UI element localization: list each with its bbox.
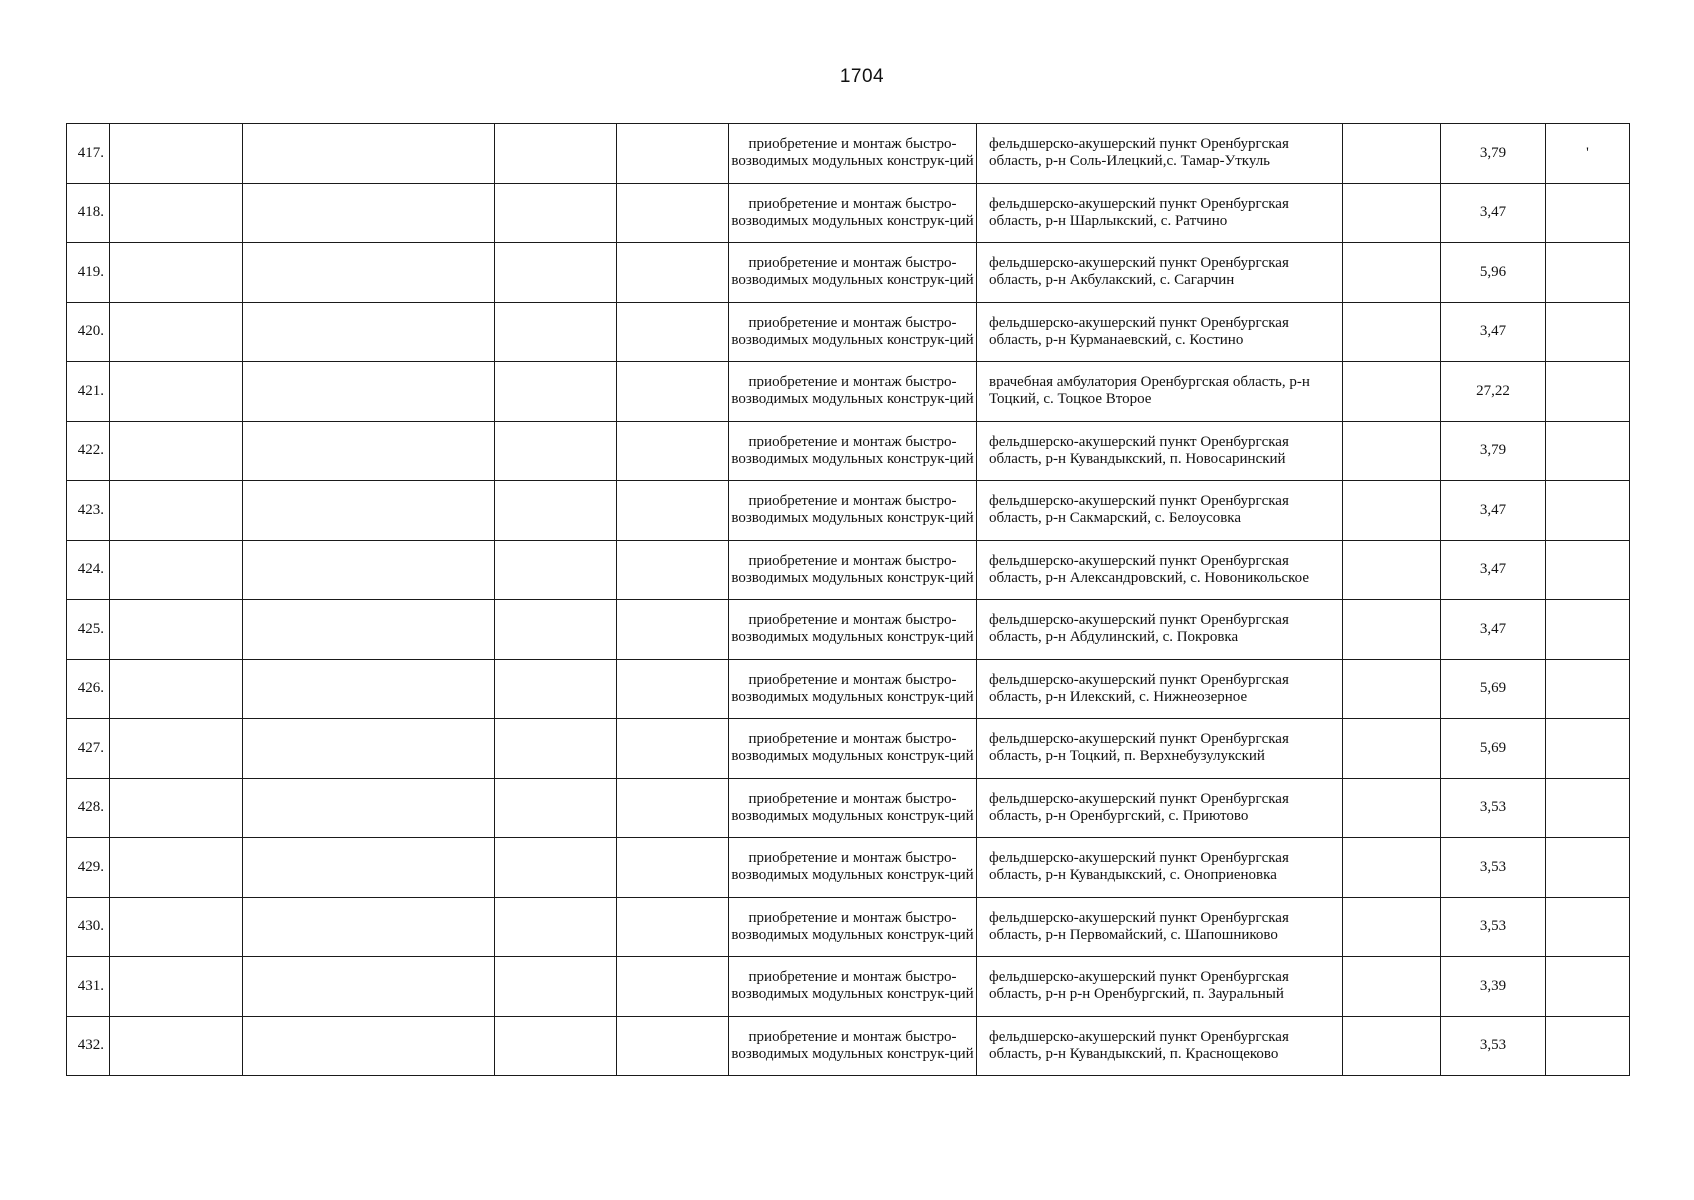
empty-cell [110,659,243,719]
empty-cell [617,659,729,719]
facility-location: фельдшерско-акушерский пункт Оренбургская область, р-н Абдулинский, с. Покровка [977,600,1343,660]
work-description: приобретение и монтаж быстро-возводимых модульных конструк-ций [729,183,977,243]
empty-cell [617,719,729,779]
work-description: приобретение и монтаж быстро-возводимых модульных конструк-ций [729,362,977,422]
empty-cell [110,302,243,362]
empty-cell [243,124,495,184]
amount-value: 3,53 [1441,778,1546,838]
note-mark [1546,659,1630,719]
facility-location: врачебная амбулатория Оренбургская область, р-н Тоцкий, с. Тоцкое Второе [977,362,1343,422]
note-mark [1546,362,1630,422]
table-row [67,778,1630,838]
amount-value: 27,22 [1441,362,1546,422]
empty-cell [243,838,495,898]
empty-cell [1343,124,1441,184]
empty-cell [1343,302,1441,362]
empty-cell [617,540,729,600]
row-number: 419. [67,243,110,303]
empty-cell [243,719,495,779]
row-number: 431. [67,957,110,1017]
empty-cell [1343,362,1441,422]
empty-cell [110,183,243,243]
row-number: 427. [67,719,110,779]
amount-value: 3,47 [1441,302,1546,362]
work-description: приобретение и монтаж быстро-возводимых модульных конструк-ций [729,957,977,1017]
empty-cell [110,540,243,600]
work-description: приобретение и монтаж быстро-возводимых модульных конструк-ций [729,778,977,838]
table-row [67,957,1630,1017]
table-row [67,540,1630,600]
row-number: 426. [67,659,110,719]
empty-cell [617,183,729,243]
empty-cell [243,957,495,1017]
empty-cell [243,302,495,362]
row-number: 418. [67,183,110,243]
empty-cell [243,362,495,422]
empty-cell [110,838,243,898]
empty-cell [1343,659,1441,719]
empty-cell [617,421,729,481]
empty-cell [495,481,617,541]
row-number: 425. [67,600,110,660]
amount-value: 3,79 [1441,421,1546,481]
empty-cell [243,600,495,660]
work-description: приобретение и монтаж быстро-возводимых модульных конструк-ций [729,124,977,184]
empty-cell [495,778,617,838]
projects-table [66,123,1630,1076]
empty-cell [110,719,243,779]
work-description: приобретение и монтаж быстро-возводимых модульных конструк-ций [729,421,977,481]
empty-cell [617,600,729,660]
empty-cell [243,183,495,243]
empty-cell [495,302,617,362]
facility-location: фельдшерско-акушерский пункт Оренбургская область, р-н Акбулакский, с. Сагарчин [977,243,1343,303]
note-mark: ' [1546,124,1630,184]
facility-location: фельдшерско-акушерский пункт Оренбургская область, р-н Соль-Илецкий,с. Тамар-Уткуль [977,124,1343,184]
facility-location: фельдшерско-акушерский пункт Оренбургская область, р-н Шарлыкский, с. Ратчино [977,183,1343,243]
amount-value: 3,53 [1441,897,1546,957]
table-row [67,481,1630,541]
table-row [67,124,1630,184]
empty-cell [617,838,729,898]
empty-cell [1343,243,1441,303]
table-row [67,659,1630,719]
empty-cell [617,778,729,838]
empty-cell [110,600,243,660]
page-number: 1704 [839,66,885,87]
empty-cell [495,421,617,481]
note-mark [1546,778,1630,838]
work-description: приобретение и монтаж быстро-возводимых модульных конструк-ций [729,897,977,957]
work-description: приобретение и монтаж быстро-возводимых модульных конструк-ций [729,302,977,362]
empty-cell [495,183,617,243]
note-mark [1546,957,1630,1017]
amount-value: 3,39 [1441,957,1546,1017]
facility-location: фельдшерско-акушерский пункт Оренбургская область, р-н Кувандыкский, с. Оноприеновка [977,838,1343,898]
empty-cell [1343,1016,1441,1076]
empty-cell [243,540,495,600]
empty-cell [243,778,495,838]
note-mark [1546,838,1630,898]
work-description: приобретение и монтаж быстро-возводимых модульных конструк-ций [729,659,977,719]
empty-cell [243,421,495,481]
empty-cell [110,897,243,957]
empty-cell [495,600,617,660]
row-number: 420. [67,302,110,362]
work-description: приобретение и монтаж быстро-возводимых модульных конструк-ций [729,719,977,779]
note-mark [1546,540,1630,600]
empty-cell [1343,183,1441,243]
empty-cell [243,243,495,303]
empty-cell [495,243,617,303]
row-number: 417. [67,124,110,184]
empty-cell [495,659,617,719]
empty-cell [495,838,617,898]
facility-location: фельдшерско-акушерский пункт Оренбургская область, р-н Оренбургский, с. Приютово [977,778,1343,838]
note-mark [1546,421,1630,481]
empty-cell [1343,481,1441,541]
work-description: приобретение и монтаж быстро-возводимых модульных конструк-ций [729,243,977,303]
table-row [67,600,1630,660]
note-mark [1546,600,1630,660]
facility-location: фельдшерско-акушерский пункт Оренбургская область, р-н Первомайский, с. Шапошниково [977,897,1343,957]
empty-cell [495,540,617,600]
facility-location: фельдшерско-акушерский пункт Оренбургская область, р-н Илекский, с. Нижнеозерное [977,659,1343,719]
empty-cell [243,481,495,541]
amount-value: 5,96 [1441,243,1546,303]
table-row [67,243,1630,303]
amount-value: 3,47 [1441,540,1546,600]
amount-value: 3,53 [1441,838,1546,898]
row-number: 432. [67,1016,110,1076]
facility-location: фельдшерско-акушерский пункт Оренбургская область, р-н Сакмарский, с. Белоусовка [977,481,1343,541]
row-number: 423. [67,481,110,541]
empty-cell [110,124,243,184]
table-row [67,1016,1630,1076]
table-row [67,838,1630,898]
empty-cell [1343,719,1441,779]
facility-location: фельдшерско-акушерский пункт Оренбургская область, р-н Курманаевский, с. Костино [977,302,1343,362]
empty-cell [617,243,729,303]
work-description: приобретение и монтаж быстро-возводимых модульных конструк-ций [729,838,977,898]
work-description: приобретение и монтаж быстро-возводимых модульных конструк-ций [729,1016,977,1076]
note-mark [1546,183,1630,243]
table-row [67,362,1630,422]
table-row [67,897,1630,957]
facility-location: фельдшерско-акушерский пункт Оренбургская область, р-н Александровский, с. Новоникольское [977,540,1343,600]
empty-cell [110,778,243,838]
empty-cell [495,897,617,957]
empty-cell [1343,540,1441,600]
empty-cell [243,1016,495,1076]
row-number: 428. [67,778,110,838]
empty-cell [617,362,729,422]
work-description: приобретение и монтаж быстро-возводимых модульных конструк-ций [729,481,977,541]
note-mark [1546,1016,1630,1076]
empty-cell [617,124,729,184]
facility-location: фельдшерско-акушерский пункт Оренбургская область, р-н Тоцкий, п. Верхнебузулукский [977,719,1343,779]
note-mark [1546,719,1630,779]
empty-cell [110,481,243,541]
empty-cell [617,897,729,957]
empty-cell [1343,778,1441,838]
empty-cell [617,957,729,1017]
table-row [67,183,1630,243]
empty-cell [617,1016,729,1076]
amount-value: 3,47 [1441,600,1546,660]
empty-cell [1343,838,1441,898]
empty-cell [617,481,729,541]
empty-cell [495,957,617,1017]
amount-value: 3,47 [1441,183,1546,243]
table-row [67,302,1630,362]
note-mark [1546,302,1630,362]
empty-cell [110,1016,243,1076]
empty-cell [495,1016,617,1076]
empty-cell [110,362,243,422]
empty-cell [1343,957,1441,1017]
empty-cell [495,124,617,184]
empty-cell [1343,897,1441,957]
empty-cell [1343,600,1441,660]
work-description: приобретение и монтаж быстро-возводимых модульных конструк-ций [729,540,977,600]
amount-value: 5,69 [1441,719,1546,779]
empty-cell [617,302,729,362]
table-row [67,421,1630,481]
empty-cell [110,243,243,303]
row-number: 429. [67,838,110,898]
empty-cell [110,421,243,481]
table-body [67,124,1630,1076]
facility-location: фельдшерско-акушерский пункт Оренбургская область, р-н р-н Оренбургский, п. Зауральный [977,957,1343,1017]
empty-cell [243,897,495,957]
row-number: 421. [67,362,110,422]
empty-cell [1343,421,1441,481]
empty-cell [110,957,243,1017]
row-number: 430. [67,897,110,957]
empty-cell [495,719,617,779]
note-mark [1546,243,1630,303]
amount-value: 3,47 [1441,481,1546,541]
empty-cell [243,659,495,719]
row-number: 424. [67,540,110,600]
row-number: 422. [67,421,110,481]
facility-location: фельдшерско-акушерский пункт Оренбургская область, р-н Кувандыкский, п. Краснощеково [977,1016,1343,1076]
empty-cell [495,362,617,422]
amount-value: 3,79 [1441,124,1546,184]
work-description: приобретение и монтаж быстро-возводимых модульных конструк-ций [729,600,977,660]
amount-value: 5,69 [1441,659,1546,719]
note-mark [1546,897,1630,957]
amount-value: 3,53 [1441,1016,1546,1076]
note-mark [1546,481,1630,541]
facility-location: фельдшерско-акушерский пункт Оренбургская область, р-н Кувандыкский, п. Новосаринский [977,421,1343,481]
table-row [67,719,1630,779]
